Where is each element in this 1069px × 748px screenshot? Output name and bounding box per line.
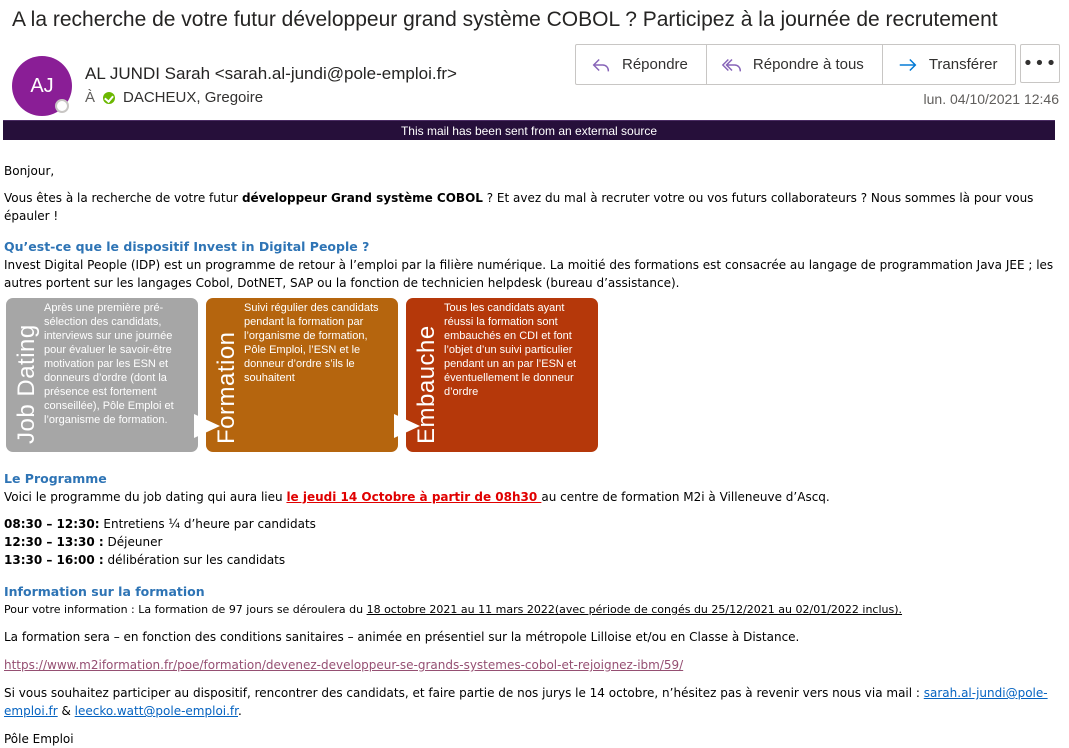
formation-link[interactable]: https://www.m2iformation.fr/poe/formation/devenez-developpeur-se-grands-systemes-cobol-et-rejoignez-ibm/59/ <box>4 658 684 672</box>
process-steps <box>4 298 1064 458</box>
intro-text: Vous êtes à la recherche de votre futur <box>4 191 242 205</box>
avatar[interactable]: AJ <box>12 56 72 116</box>
formation-info-text: Pour votre information : La formation de 97 jours se déroulera du <box>4 603 367 616</box>
reply-all-button[interactable] <box>707 45 883 84</box>
step-description: Suivi régulier des candidats pendant la formation par l’organisme de formation, Pôle Emploi, l’ESN et le donneur d’ordre s’ils le souhaitent <box>244 302 379 384</box>
step-description: Tous les candidats ayant réussi la formation sont embauchés en CDI et font l’objet d’un suivi particulier pendant un an par l’ESN et éventuellement le donneur d’ordre <box>444 302 577 398</box>
schedule-item <box>4 551 1064 569</box>
intro-text-end: ? Et avez du mal à recruter votre ou vos futurs collaborateurs ? Nous sommes là pour vous épauler ! <box>4 191 1034 223</box>
programme-text: Voici le programme du job dating qui aura lieu <box>4 490 287 504</box>
idp-paragraph: Invest Digital People (IDP) est un programme de retour à l’emploi par la filière numérique. La moitié des formations est consacrée au langage de programmation Java JEE ; les autres portent sur les langages Cobol, DotNET, SAP ou la fonction de technicien helpdesk (bureau d’assistance). <box>4 258 1054 290</box>
schedule-time: 13:30 – 16:00 : <box>4 553 104 567</box>
heading-formation-info: Information sur la formation <box>4 584 205 599</box>
recipient-row <box>85 89 263 106</box>
recipient-name[interactable]: DACHEUX, Gregoire <box>123 89 264 106</box>
available-status-icon <box>103 92 115 104</box>
forward-icon <box>897 54 919 76</box>
step-formation <box>206 298 398 452</box>
contact-end: . <box>238 704 242 718</box>
sent-date: lun. 04/10/2021 12:46 <box>923 91 1059 107</box>
schedule-time: 08:30 – 12:30: <box>4 517 100 531</box>
schedule-list <box>4 515 1064 569</box>
formation-mode-paragraph: La formation sera – en fonction des conditions sanitaires – animée en présentiel sur la métropole Lilloise et/ou en Classe à Distance. <box>4 630 800 644</box>
contact-separator: & <box>57 704 75 718</box>
step-label: Formation <box>213 331 240 444</box>
heading-idp: Qu’est-ce que le dispositif Invest in Digital People ? <box>4 239 370 254</box>
email-body <box>4 162 1064 748</box>
more-actions-button[interactable]: ••• <box>1020 44 1060 83</box>
heading-programme: Le Programme <box>4 471 107 486</box>
signature: Pôle Emploi <box>4 732 74 746</box>
external-source-banner: This mail has been sent from an external source <box>3 120 1055 140</box>
contact-text: Si vous souhaitez participer au dispositif, rencontrer des candidats, et faire partie de nos jurys le 14 octobre, n’hésitez pas à revenir vers nous via mail : <box>4 686 924 700</box>
schedule-text: Entretiens ¼ d’heure par candidats <box>99 517 316 531</box>
schedule-item <box>4 515 1064 533</box>
step-arrow-icon <box>194 414 220 438</box>
forward-button[interactable] <box>883 45 1016 84</box>
reply-all-icon <box>721 54 743 76</box>
presence-status-icon <box>55 99 69 113</box>
forward-label: Transférer <box>928 56 998 73</box>
contact-email-link[interactable]: sarah.al-jundi@pole-emploi.fr <box>4 686 1048 718</box>
intro-paragraph <box>4 189 1064 225</box>
reply-all-label: Répondre à tous <box>752 56 864 73</box>
reply-actions <box>575 44 1016 85</box>
programme-paragraph <box>4 488 1064 506</box>
schedule-item <box>4 533 1064 551</box>
step-arrow-icon <box>394 414 420 438</box>
schedule-text: délibération sur les candidats <box>103 553 286 567</box>
intro-bold: développeur Grand système COBOL <box>241 191 483 205</box>
reply-label: Répondre <box>622 56 688 73</box>
schedule-text: Déjeuner <box>103 535 163 549</box>
step-label: Embauche <box>413 325 440 444</box>
formation-dates: 18 octobre 2021 au 11 mars 2022(avec période de congés du 25/12/2021 au 02/01/2022 inclus). <box>366 603 903 616</box>
programme-date: le jeudi 14 Octobre à partir de 08h30 <box>286 490 542 504</box>
reply-button[interactable] <box>576 45 707 84</box>
email-subject: A la recherche de votre futur développeur grand système COBOL ? Participez à la journée de recrutement <box>12 8 998 31</box>
step-label: Job Dating <box>13 324 40 444</box>
sender-name[interactable]: AL JUNDI Sarah <sarah.al-jundi@pole-emploi.fr> <box>85 64 457 83</box>
step-description: Après une première pré-sélection des candidats, interviews sur une journée pour évaluer le savoir-être motivation par les ESN et donneurs d’ordre (dont la présence est fortement conseillée), Pôle Emploi et l’organisme de formation. <box>44 302 174 426</box>
contact-email-link[interactable]: leecko.watt@pole-emploi.fr <box>74 704 238 718</box>
programme-location: au centre de formation M2i à Villeneuve d’Ascq. <box>541 490 830 504</box>
step-job-dating <box>6 298 198 452</box>
greeting: Bonjour, <box>4 164 55 178</box>
reply-icon <box>590 54 612 76</box>
contact-paragraph <box>4 684 1064 720</box>
step-embauche <box>406 298 598 452</box>
schedule-time: 12:30 – 13:30 : <box>4 535 104 549</box>
to-label: À <box>85 89 96 106</box>
formation-info-paragraph <box>4 601 1064 619</box>
